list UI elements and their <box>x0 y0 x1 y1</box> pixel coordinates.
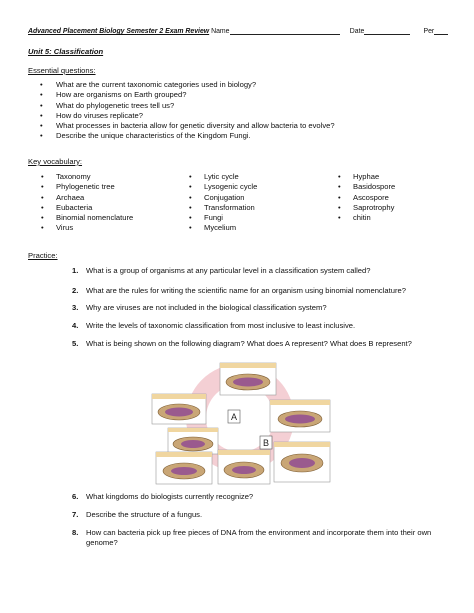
viral-life-cycle-diagram <box>148 360 334 488</box>
list-item: • What do phylogenetic trees tell us? <box>28 101 335 111</box>
vocab-term: • Transformation <box>188 203 257 213</box>
question-number: 4. <box>72 321 79 330</box>
question-number: 1. <box>72 266 79 275</box>
vocab-term: • Archaea <box>40 193 133 203</box>
cycle-panel-4 <box>270 400 330 432</box>
period-blank[interactable] <box>434 28 448 35</box>
label-b: B <box>262 438 270 448</box>
vocab-term: • Hyphae <box>337 172 395 182</box>
unit-title: Unit 5: Classification <box>28 47 104 56</box>
question-text: What are the rules for writing the scientific name for an organism using binomial nomenclature? <box>86 286 406 295</box>
question-text: How can bacteria pick up free pieces of DNA from the environment and incorporate them into their own genome? <box>86 528 432 548</box>
vocab-term: • Taxonomy <box>40 172 133 182</box>
period-label: Per <box>423 28 435 35</box>
list-item: • Describe the unique characteristics of the Kingdom Fungi. <box>28 131 335 141</box>
vocab-term: • Saprotrophy <box>337 203 395 213</box>
list-item: • How do viruses replicate? <box>28 111 335 121</box>
label-a: A <box>230 412 238 422</box>
vocab-term: • Lytic cycle <box>188 172 257 182</box>
question-number: 7. <box>72 510 79 519</box>
list-item: • What are the current taxonomic categories used in biology? <box>28 80 335 90</box>
question-text: What is a group of organisms at any particular level in a classification system called? <box>86 266 371 275</box>
question-number: 8. <box>72 528 79 537</box>
question-number: 5. <box>72 339 79 348</box>
list-item: • What processes in bacteria allow for genetic diversity and allow bacteria to evolve? <box>28 121 335 131</box>
cycle-panel-6 <box>218 450 270 484</box>
key-vocabulary-heading: Key vocabulary: <box>28 157 83 166</box>
date-label: Date <box>349 28 365 35</box>
list-item: • How are organisms on Earth grouped? <box>28 90 335 100</box>
question-number: 6. <box>72 492 79 501</box>
vocab-term: • chitin <box>337 213 395 223</box>
vocab-column-2 <box>188 172 257 234</box>
vocab-term: • Mycelium <box>188 223 257 233</box>
date-blank[interactable] <box>364 28 409 35</box>
vocab-term: • Binomial nomenclature <box>40 213 133 223</box>
vocab-term: • Lysogenic cycle <box>188 182 257 192</box>
cycle-panel-7 <box>274 442 330 482</box>
cycle-panel-3 <box>168 428 218 454</box>
question-text: Write the levels of taxonomic classification from most inclusive to least inclusive. <box>86 321 356 330</box>
question-text: Describe the structure of a fungus. <box>86 510 203 519</box>
vocab-term: • Conjugation <box>188 193 257 203</box>
vocab-term: • Basidospore <box>337 182 395 192</box>
question-number: 2. <box>72 286 79 295</box>
question-text: Why are viruses are not included in the biological classification system? <box>86 303 327 312</box>
practice-heading: Practice: <box>28 251 58 260</box>
name-label: Name <box>211 28 230 35</box>
vocab-term: • Eubacteria <box>40 203 133 213</box>
vocab-column-1 <box>40 172 133 234</box>
vocab-column-3 <box>337 172 395 223</box>
essential-questions-heading: Essential questions: <box>28 66 96 75</box>
essential-questions-list <box>28 80 335 142</box>
vocab-term: • Phylogenetic tree <box>40 182 133 192</box>
document-title: Advanced Placement Biology Semester 2 Exam Review <box>28 28 210 35</box>
cycle-panel-1 <box>220 363 276 395</box>
name-blank[interactable] <box>230 28 340 35</box>
question-number: 3. <box>72 303 79 312</box>
question-text: What kingdoms do biologists currently recognize? <box>86 492 254 501</box>
question-text: What is being shown on the following diagram? What does A represent? What does B represent? <box>86 339 412 348</box>
cycle-panel-5 <box>156 452 212 484</box>
header <box>28 28 448 35</box>
vocab-term: • Virus <box>40 223 133 233</box>
vocab-term: • Ascospore <box>337 193 395 203</box>
cycle-panel-2 <box>152 394 206 424</box>
vocab-term: • Fungi <box>188 213 257 223</box>
